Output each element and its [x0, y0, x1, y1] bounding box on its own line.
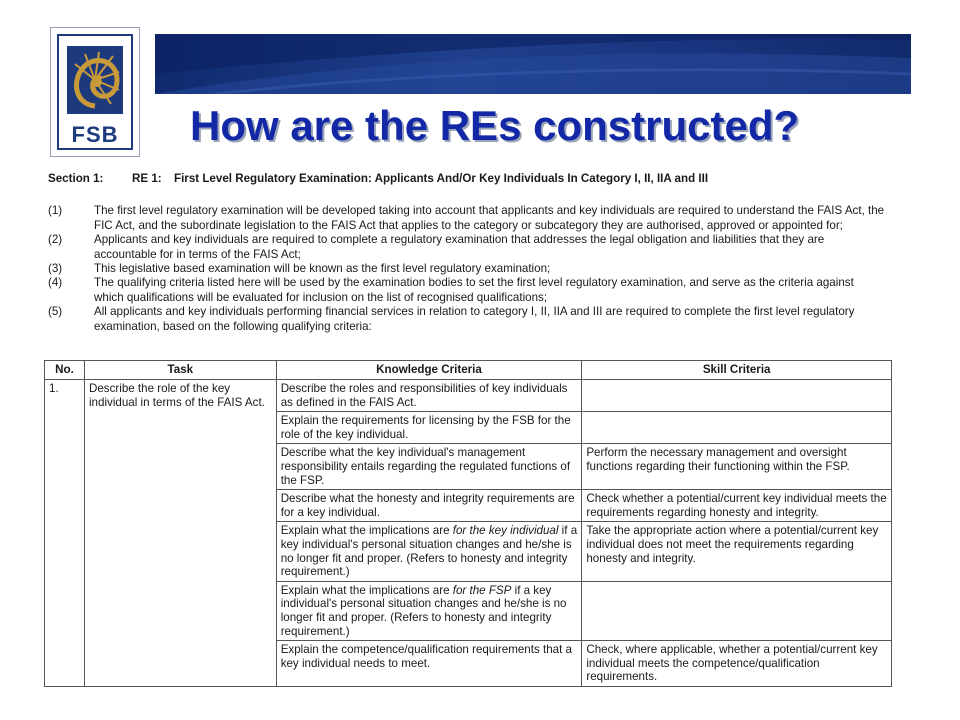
skill-cell: Check whether a potential/current key individual meets the requirements regarding honesty and integrity.: [582, 490, 892, 522]
header-skill: Skill Criteria: [582, 361, 892, 380]
header-no: No.: [45, 361, 85, 380]
nautilus-emblem-icon: [67, 46, 123, 114]
knowledge-cell: Describe the roles and responsibilities of key individuals as defined in the FAIS Act.: [276, 380, 582, 412]
logo-text: FSB: [71, 122, 119, 147]
table-row: [45, 380, 892, 412]
page-title: How are the REs constructed?: [190, 102, 800, 149]
header-banner: [155, 34, 911, 94]
knowledge-cell: [276, 522, 582, 581]
section-label: Section 1:: [48, 172, 104, 185]
clause-number: (2): [48, 233, 63, 247]
logo-frame: [57, 34, 133, 150]
section-heading: [48, 172, 896, 186]
re-label: RE 1:: [132, 172, 162, 185]
clause-number: (5): [48, 305, 63, 319]
document-body: [36, 172, 896, 334]
skill-cell: Take the appropriate action where a potential/current key individual does not meet the requirements regarding honesty and integrity.: [582, 522, 892, 581]
knowledge-cell: Describe what the key individual's management responsibility entails regarding the regulated functions of the FSP.: [276, 444, 582, 490]
banner-swoosh-icon: [155, 34, 911, 94]
knowledge-text: Explain what the implications are: [280, 583, 453, 597]
clause-text: All applicants and key individuals performing financial services in relation to category I, II, IIA and III are required to complete the first level regulatory examination, based on the following qualifying criteria:: [94, 305, 855, 333]
knowledge-emphasis: for the FSP: [452, 583, 512, 597]
clause-list: [36, 204, 896, 334]
skill-cell: Check, where applicable, whether a potential/current key individual meets the competence/qualification requirements.: [582, 641, 892, 687]
criteria-table: [44, 360, 892, 687]
header-knowledge: Knowledge Criteria: [276, 361, 582, 380]
clause-item: [36, 204, 896, 233]
knowledge-text: if a key individual's personal situation changes and he/she is no longer fit and proper. (Refers to honesty and integrity requirement.): [280, 524, 578, 579]
clause-number: (4): [48, 276, 63, 290]
fsb-logo: [50, 27, 140, 157]
clause-text: This legislative based examination will be known as the first level regulatory examination;: [94, 262, 551, 276]
section-title: First Level Regulatory Examination: Applicants And/Or Key Individuals In Category I, II, IIA and III: [174, 172, 709, 185]
knowledge-text: Explain what the implications are: [280, 524, 453, 538]
clause-item: [36, 262, 896, 276]
knowledge-cell: Explain the competence/qualification requirements that a key individual needs to meet.: [276, 641, 582, 687]
clause-number: (1): [48, 204, 63, 218]
header-task: Task: [84, 361, 276, 380]
clause-text: The first level regulatory examination will be developed taking into account that applicants and key individuals are required to understand the FAIS Act, the FIC Act, and the subordinate legislation to the FAIS Act that applies to the category or subcategory they are authorised, approved or appointed for;: [94, 204, 885, 232]
clause-item: [36, 305, 896, 334]
clause-number: (3): [48, 262, 63, 276]
knowledge-text: if a key individual's personal situation changes and he/she is no longer fit and proper. (Refers to honesty and integrity requirement.): [280, 583, 567, 638]
clause-text: The qualifying criteria listed here will be used by the examination bodies to set the first level regulatory examination, and serve as the criteria against which qualifications will be evaluated for inclusion on the list of recognised qualifications;: [94, 276, 854, 304]
task-cell: Describe the role of the key individual in terms of the FAIS Act.: [84, 380, 276, 687]
skill-cell: [582, 581, 892, 640]
clause-item: [36, 276, 896, 305]
clause-text: Applicants and key individuals are required to complete a regulatory examination that addresses the legal obligation and liabilities that they are accountable for in terms of the FAIS Act;: [94, 233, 825, 261]
knowledge-cell: Explain the requirements for licensing by the FSB for the role of the key individual.: [276, 412, 582, 444]
skill-cell: [582, 412, 892, 444]
table-header-row: [45, 361, 892, 380]
clause-item: [36, 233, 896, 262]
skill-cell: Perform the necessary management and oversight functions regarding their functioning within the FSP.: [582, 444, 892, 490]
row-number: 1.: [45, 380, 85, 687]
knowledge-cell: [276, 581, 582, 640]
knowledge-emphasis: for the key individual: [452, 524, 559, 538]
skill-cell: [582, 380, 892, 412]
knowledge-cell: Describe what the honesty and integrity requirements are for a key individual.: [276, 490, 582, 522]
